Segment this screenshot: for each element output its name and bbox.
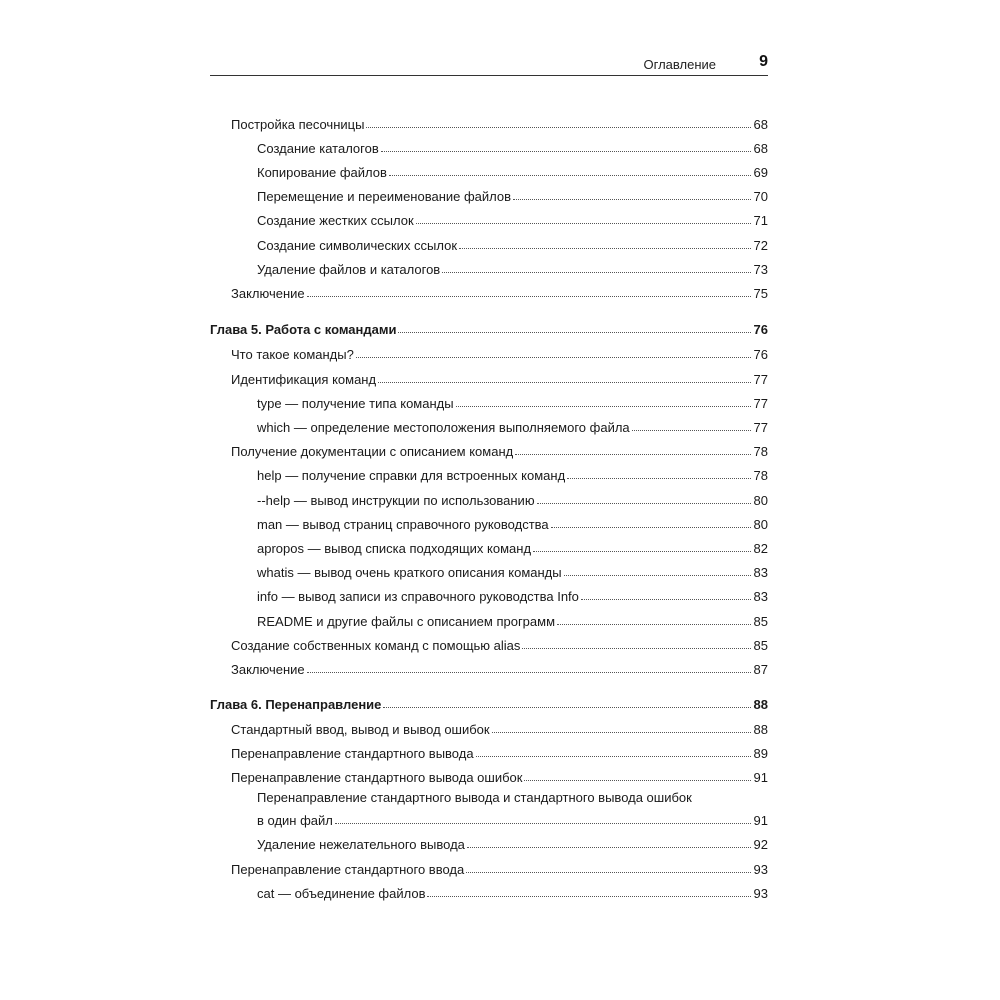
dot-leader: [356, 357, 751, 358]
toc-entry-page: 72: [753, 238, 768, 253]
dot-leader: [564, 575, 751, 576]
toc-entry-title: Постройка песочницы: [231, 117, 365, 132]
toc-entry-title: Перенаправление стандартного вывода и стандартного вывода ошибок: [257, 790, 692, 805]
dot-leader: [307, 296, 751, 297]
dot-leader: [581, 599, 751, 600]
header-divider: [210, 75, 768, 76]
dot-leader: [522, 648, 750, 649]
toc-entry-title: Получение документации с описанием команд: [231, 444, 514, 459]
toc-entry-page: 88: [753, 722, 768, 737]
dot-leader: [335, 823, 751, 824]
dot-leader: [533, 551, 751, 552]
toc-entry-page: 80: [753, 493, 768, 508]
toc-entry-page: 87: [753, 662, 768, 677]
toc-entry-page: 85: [753, 614, 768, 629]
dot-leader: [427, 896, 750, 897]
dot-leader: [515, 454, 750, 455]
toc-entry-page: 93: [753, 886, 768, 901]
toc-entry-title-continuation: в один файл: [257, 813, 333, 828]
toc-entry-title: Перемещение и переименование файлов: [257, 189, 512, 204]
toc-entry-title: whatis — вывод очень краткого описания команды: [257, 565, 562, 580]
toc-entry-page: 78: [753, 444, 768, 459]
dot-leader: [416, 223, 751, 224]
toc-entry-title: Заключение: [231, 286, 305, 301]
dot-leader: [466, 872, 750, 873]
toc-entry-title: Перенаправление стандартного ввода: [231, 862, 465, 877]
dot-leader: [567, 478, 750, 479]
toc-entry-page: 92: [753, 837, 768, 852]
dot-leader: [492, 732, 751, 733]
toc-entry-title: Создание символических ссылок: [257, 238, 458, 253]
dot-leader: [456, 406, 751, 407]
header-page-number: 9: [759, 53, 768, 70]
dot-leader: [383, 707, 750, 708]
dot-leader: [442, 272, 750, 273]
toc-entry-title: Заключение: [231, 662, 305, 677]
toc-entry-title: Перенаправление стандартного вывода ошибок: [231, 770, 523, 785]
toc-entry-title: man — вывод страниц справочного руководства: [257, 517, 549, 532]
toc-entry-title: type — получение типа команды: [257, 396, 454, 411]
toc-entry-page: 68: [753, 141, 768, 156]
toc-entry-title: info — вывод записи из справочного руководства Info: [257, 589, 579, 604]
toc-entry-title: cat — объединение файлов: [257, 886, 426, 901]
toc-entry-title: --help — вывод инструкции по использованию: [257, 493, 535, 508]
toc-entry-page: 88: [753, 697, 768, 712]
toc-entry-title: apropos — вывод списка подходящих команд: [257, 541, 532, 556]
toc-entry-title: Глава 5. Работа с командами: [210, 322, 397, 337]
dot-leader: [378, 382, 750, 383]
toc-entry-title: Стандартный ввод, вывод и вывод ошибок: [231, 722, 490, 737]
toc-entry-title: Идентификация команд: [231, 372, 377, 387]
toc-entry-title: Создание каталогов: [257, 141, 379, 156]
dot-leader: [381, 151, 751, 152]
dot-leader: [551, 527, 751, 528]
toc-entry-title: Удаление нежелательного вывода: [257, 837, 465, 852]
toc-entry-page: 73: [753, 262, 768, 277]
dot-leader: [366, 127, 750, 128]
dot-leader: [467, 847, 751, 848]
toc-entry-page: 77: [753, 372, 768, 387]
toc-entry-page: 71: [753, 213, 768, 228]
dot-leader: [389, 175, 751, 176]
dot-leader: [476, 756, 751, 757]
dot-leader: [398, 332, 750, 333]
toc-entry-title: README и другие файлы с описанием программ: [257, 614, 556, 629]
toc-entry-title: help — получение справки для встроенных команд: [257, 468, 566, 483]
header-title: Оглавление: [643, 57, 716, 72]
toc-entry-page: 85: [753, 638, 768, 653]
toc-entry-page: 83: [753, 589, 768, 604]
toc-entry-page: 82: [753, 541, 768, 556]
dot-leader: [557, 624, 751, 625]
toc-entry-page: 93: [753, 862, 768, 877]
toc-entry-page: 69: [753, 165, 768, 180]
toc-entry-title: Удаление файлов и каталогов: [257, 262, 441, 277]
dot-leader: [632, 430, 751, 431]
toc-entry-page: 83: [753, 565, 768, 580]
toc-entry-page: 76: [753, 347, 768, 362]
dot-leader: [513, 199, 750, 200]
toc-entry-page: 78: [753, 468, 768, 483]
dot-leader: [459, 248, 750, 249]
dot-leader: [537, 503, 751, 504]
toc-entry-page: 75: [753, 286, 768, 301]
toc-entry-title: Создание собственных команд с помощью alias: [231, 638, 521, 653]
toc-entry-page: 76: [753, 322, 768, 337]
dot-leader: [524, 780, 750, 781]
running-header: [210, 52, 768, 74]
toc-entry-title: Копирование файлов: [257, 165, 387, 180]
dot-leader: [307, 672, 751, 673]
toc-entry-page: 77: [753, 420, 768, 435]
toc-entry-title: Глава 6. Перенаправление: [210, 697, 382, 712]
toc-entry-title: Что такое команды?: [231, 347, 354, 362]
toc-entry-page: 91: [753, 770, 768, 785]
toc-entry-page: 68: [753, 117, 768, 132]
toc-entry-page: 80: [753, 517, 768, 532]
toc-entry-page: 77: [753, 396, 768, 411]
toc-entry-title: Перенаправление стандартного вывода: [231, 746, 474, 761]
toc-entry-page: 70: [753, 189, 768, 204]
toc-entry-title: which — определение местоположения выполняемого файла: [257, 420, 630, 435]
toc-entry-title: Создание жестких ссылок: [257, 213, 414, 228]
toc-entry-page: 89: [753, 746, 768, 761]
toc-entry-page: 91: [753, 813, 768, 828]
